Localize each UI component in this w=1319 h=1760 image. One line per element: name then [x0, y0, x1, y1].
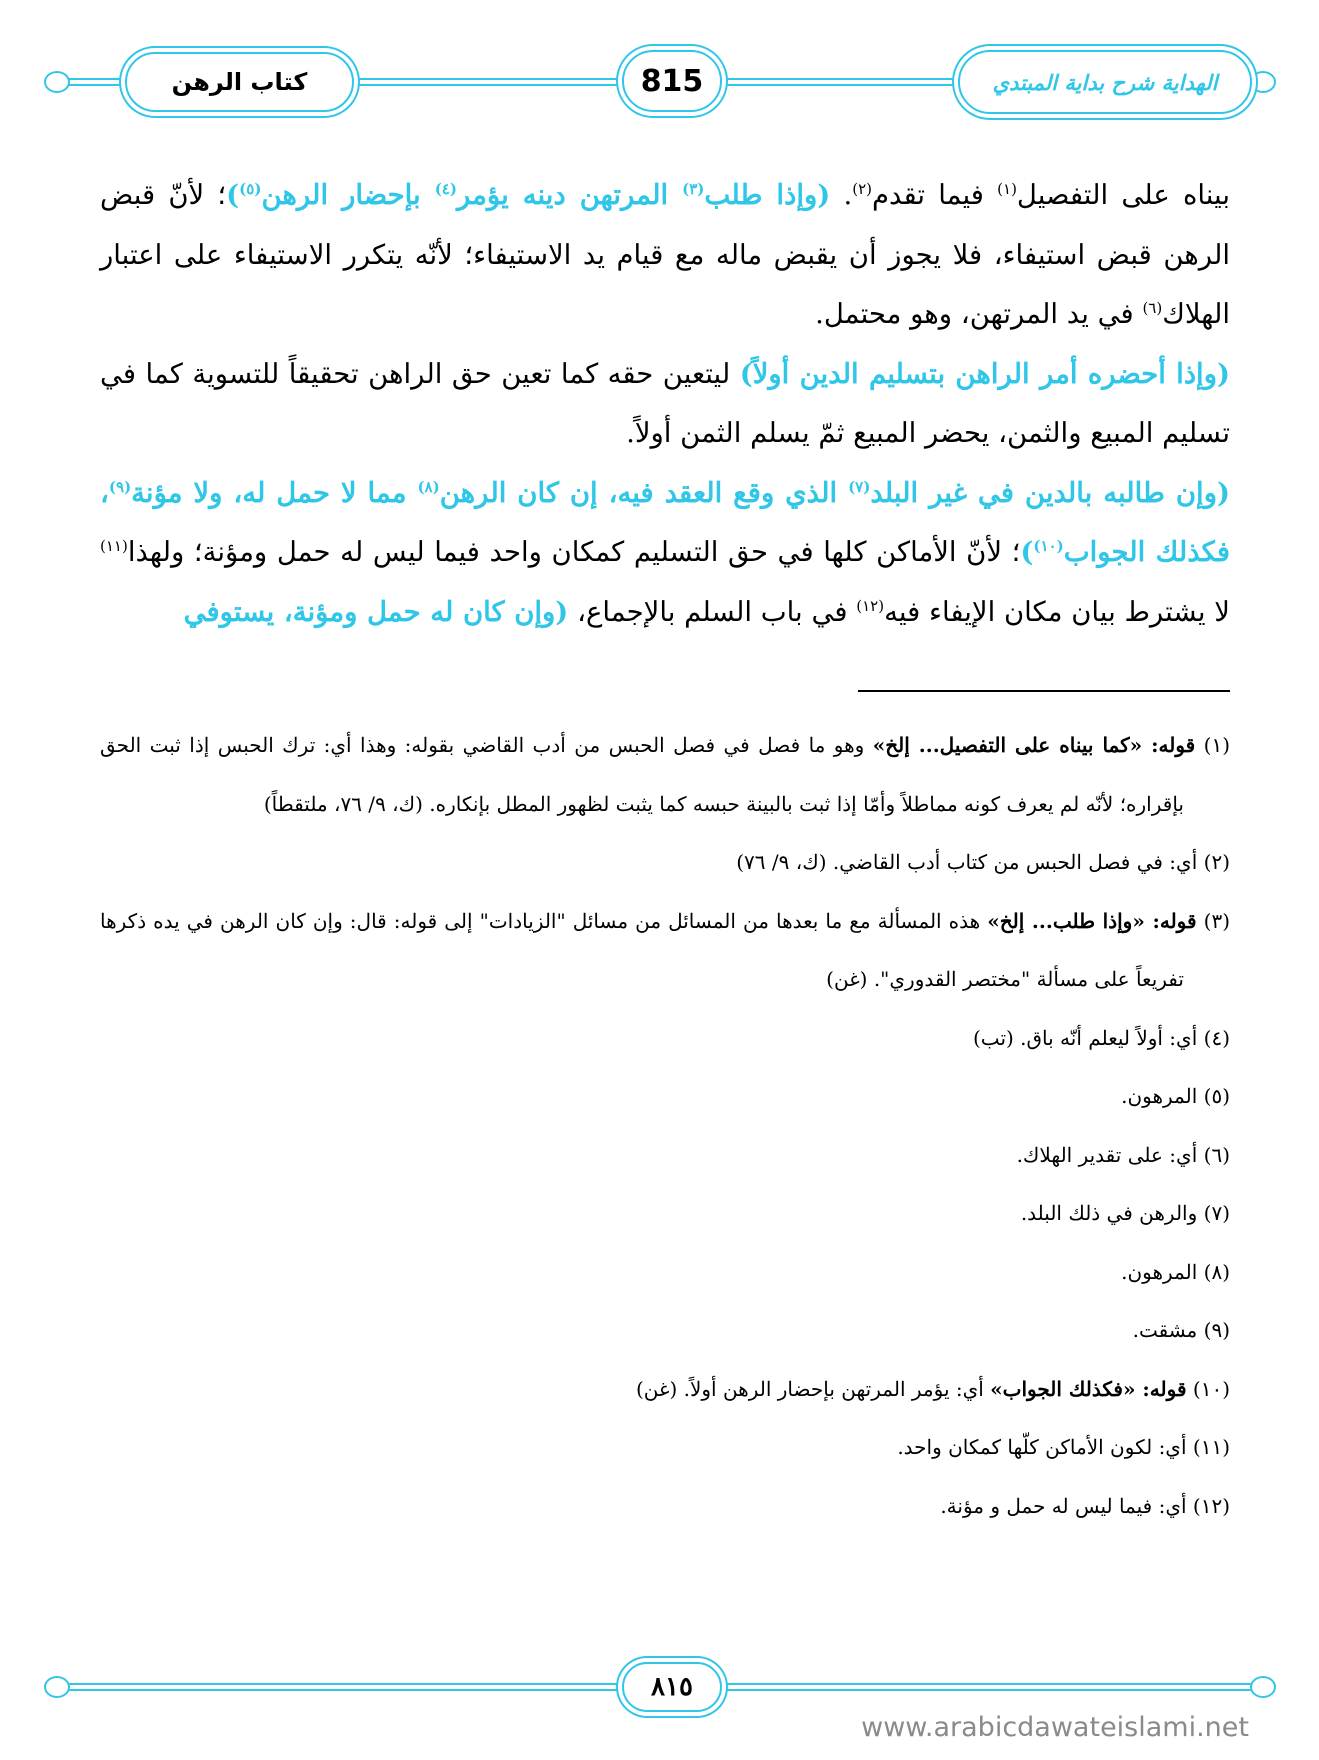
- footnote-text: المرهون.: [1121, 1259, 1198, 1284]
- footnote-number: (١٠): [1186, 1376, 1230, 1401]
- footnote-item: [100, 1360, 1230, 1419]
- footnote-ref: (١): [997, 179, 1017, 198]
- footnote-text: أي: أولاً ليعلم أنّه باق. (تب): [973, 1025, 1198, 1050]
- footnote-item: [100, 1477, 1230, 1536]
- footnote-number: (٨): [1197, 1259, 1230, 1284]
- text-run: ؛ لأنّ قبض الرهن قبض استيفاء، فلا يجوز أن يقبض ماله مع قيام يد الاستيفاء؛ لأنّه يتكرر الاستيفاء على اعتبار الهلاك: [100, 179, 1230, 330]
- matn-quote: المرتهن دينه يؤمر: [456, 179, 683, 211]
- footnote-text: أي: لكون الأماكن كلّها كمكان واحد.: [897, 1435, 1187, 1459]
- footnote-item: [100, 892, 1230, 1009]
- text-run: ليتعين حقه كما تعين حق الراهن تحقيقاً للتسوية كما في تسليم المبيع والثمن، يحضر المبيع ثمّ يسلم الثمن أولاً.: [100, 357, 1230, 449]
- footnote-text: هذه المسألة مع ما بعدها من المسائل من مسائل "الزيادات" إلى قوله: قال: وإن كان الرهن في يده ذكرها تفريعاً على مسألة "مختصر القدوري". (غن): [100, 908, 1184, 991]
- book-title: الهداية شرح بداية المبتدي: [992, 69, 1218, 95]
- footnote-number: (١٢): [1186, 1493, 1230, 1518]
- footnote-number: (٦): [1197, 1142, 1230, 1167]
- text-run: فيما تقدم: [871, 179, 998, 211]
- footnote-item: [100, 1418, 1230, 1477]
- footnote-number: (٩): [1197, 1318, 1230, 1342]
- footnote-number: (٣): [1196, 908, 1230, 933]
- footer-page-number: ٨١٥: [651, 1672, 693, 1702]
- footnote-item: [100, 1009, 1230, 1068]
- text-run: بيناه على التفصيل: [1016, 179, 1230, 211]
- matn-quote: (وإن كان له حمل ومؤنة، يستوفي: [183, 595, 569, 628]
- matn-quote: مما لا حمل له، ولا مؤنة: [131, 476, 418, 509]
- footnote-ref: (٨): [417, 477, 440, 496]
- page-number: 815: [640, 63, 704, 99]
- footer-page-number-cartouche: [622, 1662, 722, 1712]
- footnote-number: (٤): [1197, 1025, 1230, 1050]
- paragraph-3: [100, 464, 1230, 643]
- footnote-item: [100, 1243, 1230, 1302]
- matn-quote: ): [1020, 536, 1034, 568]
- chapter-title-cartouche: [125, 52, 354, 112]
- text-run: في باب السلم بالإجماع،: [568, 595, 857, 628]
- footnote-text: والرهن في ذلك البلد.: [1020, 1201, 1198, 1225]
- footnote-ref: (١١): [100, 536, 128, 555]
- footnote-text: أي: فيما ليس له حمل و مؤنة.: [940, 1493, 1187, 1518]
- main-text: [100, 166, 1230, 642]
- footnote-number: (٧): [1197, 1201, 1230, 1225]
- footnote-lemma: قوله: «كما بيناه على التفصيل... إلخ»: [872, 733, 1196, 757]
- footnote-text: وهو ما فصل في فصل الحبس من أدب القاضي بقوله: وهذا أي: ترك الحبس إذا ثبت الحق بإقراره؛ لأنّه لم يعرف كونه مماطلاً وأمّا إذا ثبت بالبينة حبسه كما يثبت لظهور المطل بإنكاره. (ك، ٩/ ٧٦، ملتقطاً): [100, 733, 1184, 816]
- footnote-number: (٢): [1197, 850, 1230, 874]
- footnote-separator: [858, 690, 1230, 692]
- paragraph-1: [100, 166, 1230, 345]
- footnote-item: [100, 1126, 1230, 1185]
- footnote-number: (١): [1195, 733, 1230, 757]
- footnote-item: [100, 716, 1230, 833]
- footnote-ref: (١٢): [856, 596, 885, 615]
- footnote-text: أي: يؤمر المرتهن بإحضار الرهن أولاً. (غن): [635, 1376, 991, 1401]
- footnote-ref: (٢): [852, 179, 872, 198]
- footnote-text: أي: على تقدير الهلاك.: [1016, 1142, 1198, 1167]
- text-run: ؛ لأنّ الأماكن كلها في حق التسليم كمكان واحد فيما ليس له حمل ومؤنة؛ ولهذا: [127, 536, 1021, 568]
- footnote-ref: (٩): [108, 477, 132, 496]
- footnotes: [100, 716, 1230, 1535]
- footnote-number: (١١): [1186, 1435, 1230, 1459]
- footnote-ref: (١٠): [1033, 536, 1064, 555]
- footnote-text: مشقت.: [1132, 1318, 1198, 1342]
- matn-quote: (وإذا طلب: [704, 179, 831, 211]
- footnote-item: [100, 833, 1230, 892]
- paragraph-2: [100, 345, 1230, 464]
- matn-quote: بإحضار الرهن: [261, 179, 435, 211]
- footnote-ref: (٤): [434, 179, 457, 198]
- footnote-ref: (٣): [682, 179, 705, 198]
- text-run: .: [830, 179, 853, 211]
- page-number-cartouche: [622, 50, 722, 112]
- matn-quote: ، فكذلك الجواب: [100, 476, 1230, 568]
- text-run: في يد المرتهن، وهو محتمل.: [815, 298, 1143, 330]
- footnote-lemma: قوله: «فكذلك الجواب»: [990, 1376, 1187, 1401]
- footnote-item: [100, 1301, 1230, 1360]
- footnote-lemma: قوله: «وإذا طلب... إلخ»: [987, 908, 1197, 933]
- matn-quote: (وإذا أحضره أمر الراهن بتسليم الدين أولاً): [739, 357, 1230, 390]
- footnote-text: أي: في فصل الحبس من كتاب أدب القاضي. (ك، ٩/ ٧٦): [736, 850, 1198, 874]
- footnote-ref: (٦): [1142, 298, 1163, 317]
- matn-quote: الذي وقع العقد فيه، إن كان الرهن: [439, 476, 849, 509]
- footnote-ref: (٥): [239, 179, 262, 198]
- footnote-ref: (٧): [848, 477, 871, 496]
- footnote-text: المرهون.: [1121, 1084, 1198, 1108]
- book-title-cartouche: [958, 50, 1252, 114]
- text-run: لا يشترط بيان مكان الإيفاء فيه: [884, 595, 1230, 628]
- matn-quote: ): [226, 179, 240, 211]
- chapter-title: كتاب الرهن: [171, 68, 308, 96]
- footnote-number: (٥): [1197, 1084, 1230, 1108]
- website-watermark: www.arabicdawateislami.net: [861, 1712, 1249, 1743]
- footnote-item: [100, 1184, 1230, 1243]
- footnote-item: [100, 1067, 1230, 1126]
- matn-quote: (وإن طالبه بالدين في غير البلد: [870, 476, 1230, 509]
